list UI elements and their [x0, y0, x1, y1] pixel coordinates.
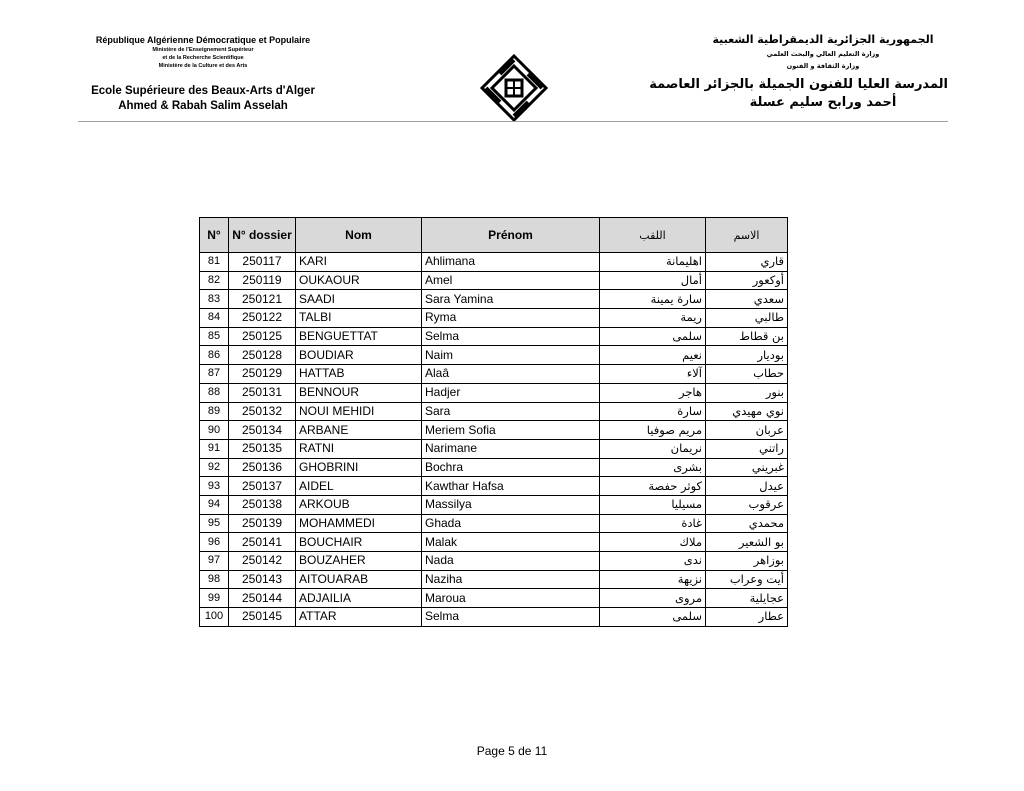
cell-nom: OUKAOUR — [296, 271, 422, 290]
cell-nom: BOUCHAIR — [296, 533, 422, 552]
cell-prenom: Ghada — [422, 514, 600, 533]
ministry-line-fr-2: et de la Recherche Scientifique — [162, 55, 244, 61]
cell-dossier: 250139 — [229, 514, 296, 533]
cell-ism: غبريني — [706, 458, 788, 477]
table-row — [200, 439, 788, 458]
cell-dossier: 250142 — [229, 552, 296, 571]
cell-laqab: كوثر حفصة — [600, 477, 706, 496]
cell-ism: راتني — [706, 439, 788, 458]
cell-prenom: Kawthar Hafsa — [422, 477, 600, 496]
cell-prenom: Selma — [422, 608, 600, 627]
cell-ism: نوي مهيدي — [706, 402, 788, 421]
table-row — [200, 327, 788, 346]
cell-prenom: Ryma — [422, 309, 600, 328]
cell-dossier: 250128 — [229, 346, 296, 365]
cell-prenom: Ahlimana — [422, 253, 600, 272]
cell-dossier: 250129 — [229, 365, 296, 384]
cell-nom: ATTAR — [296, 608, 422, 627]
table-row — [200, 309, 788, 328]
school-subname-ar: أحمد ورابح سليم عسلة — [749, 95, 897, 110]
cell-number: 95 — [200, 514, 229, 533]
cell-laqab: غادة — [600, 514, 706, 533]
table-row — [200, 552, 788, 571]
cell-ism: طالبي — [706, 309, 788, 328]
cell-dossier: 250134 — [229, 421, 296, 440]
cell-number: 89 — [200, 402, 229, 421]
table-row — [200, 514, 788, 533]
cell-ism: بن قطاط — [706, 327, 788, 346]
col-header-laqab: اللقب — [600, 218, 706, 253]
ministry-line-ar-1: وزارة التعليم العالي والبحث العلمي — [766, 50, 880, 58]
table-row — [200, 495, 788, 514]
cell-dossier: 250117 — [229, 253, 296, 272]
cell-laqab: بشرى — [600, 458, 706, 477]
cell-nom: AIDEL — [296, 477, 422, 496]
table-row — [200, 365, 788, 384]
cell-laqab: مروى — [600, 589, 706, 608]
cell-nom: ARKOUB — [296, 495, 422, 514]
cell-prenom: Narimane — [422, 439, 600, 458]
cell-nom: ARBANE — [296, 421, 422, 440]
cell-dossier: 250119 — [229, 271, 296, 290]
cell-number: 84 — [200, 309, 229, 328]
table-row — [200, 608, 788, 627]
cell-number: 98 — [200, 570, 229, 589]
cell-laqab: ملاك — [600, 533, 706, 552]
header-left — [78, 34, 328, 114]
cell-laqab: اهليمانة — [600, 253, 706, 272]
col-header-nom: Nom — [296, 218, 422, 253]
cell-ism: أيت وعراب — [706, 570, 788, 589]
table-row — [200, 421, 788, 440]
cell-prenom: Naziha — [422, 570, 600, 589]
cell-ism: سعدي — [706, 290, 788, 309]
table-row — [200, 253, 788, 272]
cell-nom: NOUI MEHIDI — [296, 402, 422, 421]
cell-laqab: أمال — [600, 271, 706, 290]
cell-number: 88 — [200, 383, 229, 402]
cell-prenom: Sara — [422, 402, 600, 421]
republic-title-fr: République Algérienne Démocratique et Populaire — [95, 35, 311, 45]
cell-nom: BENNOUR — [296, 383, 422, 402]
cell-number: 97 — [200, 552, 229, 571]
cell-prenom: Meriem Sofia — [422, 421, 600, 440]
table-row — [200, 271, 788, 290]
cell-nom: SAADI — [296, 290, 422, 309]
table-row — [200, 458, 788, 477]
cell-nom: BOUZAHER — [296, 552, 422, 571]
cell-ism: عرقوب — [706, 495, 788, 514]
table-row — [200, 570, 788, 589]
cell-ism: عجايلية — [706, 589, 788, 608]
cell-nom: KARI — [296, 253, 422, 272]
cell-ism: محمدي — [706, 514, 788, 533]
table-row — [200, 290, 788, 309]
cell-ism: بوديار — [706, 346, 788, 365]
cell-nom: GHOBRINI — [296, 458, 422, 477]
cell-laqab: سلمى — [600, 608, 706, 627]
cell-nom: ADJAILIA — [296, 589, 422, 608]
cell-nom: RATNI — [296, 439, 422, 458]
cell-prenom: Amel — [422, 271, 600, 290]
page-number: Page 5 de 11 — [476, 744, 548, 758]
cell-number: 96 — [200, 533, 229, 552]
cell-laqab: مريم صوفيا — [600, 421, 706, 440]
cell-dossier: 250122 — [229, 309, 296, 328]
cell-number: 94 — [200, 495, 229, 514]
school-subname-fr: Ahmed & Rabah Salim Asselah — [118, 100, 288, 112]
cell-laqab: نريمان — [600, 439, 706, 458]
cell-laqab: ندى — [600, 552, 706, 571]
cell-number: 87 — [200, 365, 229, 384]
table-row — [200, 589, 788, 608]
cell-dossier: 250125 — [229, 327, 296, 346]
cell-dossier: 250143 — [229, 570, 296, 589]
header-right — [649, 32, 948, 112]
school-name-ar: المدرسة العليا للفنون الجميلة بالجزائر العاصمة — [649, 77, 948, 92]
cell-number: 82 — [200, 271, 229, 290]
cell-laqab: مسيليا — [600, 495, 706, 514]
cell-dossier: 250138 — [229, 495, 296, 514]
table-row — [200, 402, 788, 421]
col-header-ism: الاسم — [706, 218, 788, 253]
cell-number: 90 — [200, 421, 229, 440]
cell-number: 83 — [200, 290, 229, 309]
cell-ism: بو الشعير — [706, 533, 788, 552]
cell-dossier: 250132 — [229, 402, 296, 421]
cell-laqab: آلاء — [600, 365, 706, 384]
table-header-row — [200, 218, 788, 253]
cell-dossier: 250141 — [229, 533, 296, 552]
cell-number: 93 — [200, 477, 229, 496]
col-header-prenom: Prénom — [422, 218, 600, 253]
cell-prenom: Maroua — [422, 589, 600, 608]
table-row — [200, 383, 788, 402]
cell-prenom: Massilya — [422, 495, 600, 514]
cell-nom: BOUDIAR — [296, 346, 422, 365]
cell-ism: عربان — [706, 421, 788, 440]
cell-nom: HATTAB — [296, 365, 422, 384]
cell-laqab: ريمة — [600, 309, 706, 328]
cell-laqab: نزيهة — [600, 570, 706, 589]
cell-ism: أوكعور — [706, 271, 788, 290]
cell-laqab: سارة — [600, 402, 706, 421]
cell-ism: عيدل — [706, 477, 788, 496]
cell-dossier: 250144 — [229, 589, 296, 608]
cell-prenom: Naim — [422, 346, 600, 365]
cell-laqab: هاجر — [600, 383, 706, 402]
cell-laqab: سارة يمينة — [600, 290, 706, 309]
students-table — [199, 217, 788, 627]
school-name-fr: Ecole Supérieure des Beaux-Arts d'Alger — [91, 85, 315, 97]
republic-title-ar: الجمهورية الجزائرية الديمقراطية الشعبية — [712, 33, 934, 46]
table-row — [200, 477, 788, 496]
cell-dossier: 250131 — [229, 383, 296, 402]
cell-number: 92 — [200, 458, 229, 477]
cell-prenom: Sara Yamina — [422, 290, 600, 309]
cell-laqab: نعيم — [600, 346, 706, 365]
ministry-line-ar-2: وزارة الثقافة و الفنون — [786, 62, 860, 70]
table-row — [200, 346, 788, 365]
cell-dossier: 250137 — [229, 477, 296, 496]
cell-number: 100 — [200, 608, 229, 627]
header-divider — [78, 121, 948, 122]
cell-prenom: Selma — [422, 327, 600, 346]
cell-nom: AITOUARAB — [296, 570, 422, 589]
cell-nom: BENGUETTAT — [296, 327, 422, 346]
col-header-number: N° — [200, 218, 229, 253]
cell-dossier: 250136 — [229, 458, 296, 477]
cell-nom: TALBI — [296, 309, 422, 328]
cell-prenom: Bochra — [422, 458, 600, 477]
cell-ism: بوزاهر — [706, 552, 788, 571]
cell-dossier: 250145 — [229, 608, 296, 627]
cell-prenom: Malak — [422, 533, 600, 552]
cell-number: 91 — [200, 439, 229, 458]
cell-prenom: Alaâ — [422, 365, 600, 384]
cell-ism: بنور — [706, 383, 788, 402]
ministry-line-fr-1: Ministère de l'Enseignement Supérieur — [152, 47, 254, 53]
school-logo-icon — [478, 52, 550, 124]
cell-number: 86 — [200, 346, 229, 365]
col-header-dossier: N° dossier — [229, 218, 296, 253]
cell-dossier: 250121 — [229, 290, 296, 309]
cell-prenom: Nada — [422, 552, 600, 571]
cell-prenom: Hadjer — [422, 383, 600, 402]
cell-number: 81 — [200, 253, 229, 272]
ministry-line-fr-3: Ministère de la Culture et des Arts — [158, 63, 248, 69]
cell-nom: MOHAMMEDI — [296, 514, 422, 533]
cell-dossier: 250135 — [229, 439, 296, 458]
cell-ism: حطاب — [706, 365, 788, 384]
cell-laqab: سلمى — [600, 327, 706, 346]
cell-ism: قاري — [706, 253, 788, 272]
cell-ism: عطار — [706, 608, 788, 627]
cell-number: 85 — [200, 327, 229, 346]
table-row — [200, 533, 788, 552]
cell-number: 99 — [200, 589, 229, 608]
